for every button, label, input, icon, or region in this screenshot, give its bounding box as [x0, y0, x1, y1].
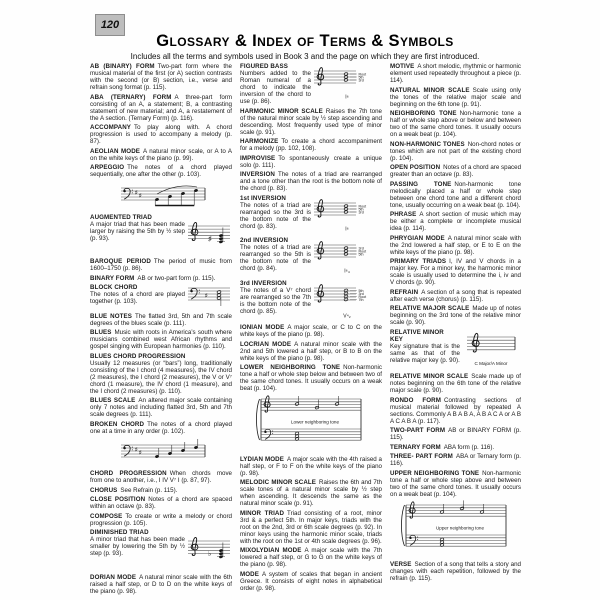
- glossary-term: RONDO FORM: [390, 396, 441, 404]
- svg-text:♯: ♯: [208, 235, 212, 243]
- glossary-term: LYDIAN MODE: [240, 455, 284, 463]
- glossary-entry: [90, 529, 232, 571]
- svg-text:♯: ♯: [139, 449, 142, 456]
- glossary-term: IONIAN MODE: [240, 324, 285, 331]
- glossary-definition: I, IV and V chords in a major key. For a minor key, the harmonic minor scale is usually used to determine the i, iv and V chords (p. 90).: [390, 258, 521, 286]
- svg-text:I⁶: I⁶: [345, 94, 349, 101]
- glossary-definition: Made up of notes beginning on the 3rd tone of the relative minor scale (p. 90).: [390, 305, 521, 326]
- svg-text:Root: Root: [358, 294, 367, 299]
- glossary-term: INVERSION: [240, 171, 275, 178]
- glossary-term: LOWER NEIGHBORING TONE: [240, 364, 341, 371]
- glossary-definition: Key signature that is the same as that of the relative major key (p. 90).: [390, 342, 460, 364]
- glossary-entry: [90, 275, 232, 282]
- glossary-definition: A section of a song that is repeated after each verse (chorus) (p. 115).: [390, 288, 521, 303]
- glossary-entry: [390, 235, 521, 256]
- glossary-entry: [390, 427, 521, 441]
- glossary-entry: [390, 373, 521, 394]
- glossary-entry: [90, 421, 232, 468]
- glossary-definition: A minor triad that has been made smaller by lowering the 5th by ½ step (p. 93).: [90, 536, 185, 557]
- glossary-entry: [90, 258, 232, 272]
- glossary-term: LOCRIAN MODE: [240, 340, 292, 348]
- svg-text:♯: ♯: [205, 293, 208, 299]
- glossary-definition: A major triad that has been made larger by raising the 5th by ½ step (p. 93).: [90, 220, 185, 242]
- lower-neighboring-tone-notation: [240, 393, 382, 453]
- glossary-definition: The notes of a V⁷ chord are rearranged so the 7th is the bottom note of the chord (p. 85).: [240, 286, 311, 315]
- glossary-term: AEOLIAN MODE: [90, 147, 141, 155]
- glossary-definition: ABA or Ternary form (p. 116).: [390, 453, 521, 467]
- glossary-definition: Notes of a chord are spaced within an octave (p. 83).: [90, 496, 233, 510]
- svg-text:♯: ♯: [135, 190, 138, 196]
- glossary-entry: [390, 110, 521, 138]
- glossary-definition: The notes of a chord played one at a time in any order (p. 102).: [90, 420, 232, 435]
- glossary-definition: To create or write a melody or chord progression (p. 105).: [90, 512, 232, 527]
- glossary-definition: Music with roots in America’s south where musicians combined west African rhythms and gospel singing with European harmonies (p. 110).: [90, 329, 232, 350]
- glossary-term: OPEN POSITION: [390, 164, 441, 171]
- glossary-term: MODE: [240, 570, 259, 578]
- svg-text:Lower neighboring tone: Lower neighboring tone: [290, 419, 340, 425]
- glossary-term: ABA (TERNARY) FORM: [90, 93, 172, 101]
- glossary-term: 3rd INVERSION: [240, 279, 287, 287]
- glossary-entry: [240, 456, 382, 477]
- glossary-term: AB (BINARY) FORM: [90, 63, 155, 70]
- glossary-term: BLUES: [90, 329, 112, 336]
- glossary-entry: [390, 258, 521, 286]
- glossary-column-1: [90, 63, 232, 597]
- glossary-entry: [240, 364, 382, 453]
- svg-text:♯: ♯: [139, 193, 142, 199]
- glossary-definition: A major scale with the 7th lowered a half step, or G to G on the white keys of the piano (p. 98).: [240, 547, 382, 568]
- block-chord-notation: [186, 284, 232, 310]
- glossary-term: BAROQUE PERIOD: [90, 258, 151, 265]
- glossary-term: 2nd INVERSION: [240, 237, 289, 244]
- glossary-entry: [90, 397, 232, 418]
- svg-text:3rd: 3rd: [358, 209, 364, 214]
- glossary-entry: [90, 353, 232, 395]
- glossary-term: BLOCK CHORD: [90, 284, 138, 291]
- glossary-entry: [240, 155, 382, 169]
- glossary-definition: The flatted 3rd, 5th and 7th scale degrees of the blues scale (p. 111).: [90, 312, 232, 327]
- glossary-definition: When chords move from one to another, i.e., I IV V⁷ I (p. 87, 97).: [90, 470, 232, 484]
- glossary-definition: ABA form (p. 116).: [443, 443, 495, 451]
- upper-neighboring-tone-notation: [390, 499, 521, 559]
- glossary-term: HARMONIZE: [240, 138, 279, 145]
- page-subtitle: Includes all the terms and symbols used in Book 3 and the page on which they are first introduced.: [130, 52, 480, 61]
- glossary-definition: To play along with. A chord progression is used to accompany a melody (p. 87).: [90, 124, 232, 145]
- glossary-term: DIMINISHED TRIAD: [90, 529, 149, 536]
- glossary-definition: Scale using only the tones of the relative major scale and beginning on the 6th tone (p. 91).: [390, 86, 522, 108]
- glossary-term: RELATIVE MAJOR SCALE: [390, 305, 470, 312]
- glossary-term: PHRYGIAN MODE: [390, 234, 445, 242]
- glossary-definition: To spontaneously create a unique solo (p. 111).: [240, 154, 382, 169]
- page-title: Glossary & Index of Terms & Symbols: [156, 32, 454, 50]
- glossary-entry: [390, 444, 521, 451]
- glossary-term: ARPEGGIO: [90, 164, 125, 171]
- glossary-entry: [90, 148, 232, 162]
- glossary-definition: The notes of a triad are rearranged so the 3rd is the bottom note of the chord (p. 83).: [240, 201, 311, 230]
- glossary-definition: Non-harmonic tone a half or whole step above and between two of the same chord tones. It usually occurs on a weak beat (p. 104).: [390, 469, 521, 498]
- diminished-triad-notation: [186, 529, 232, 571]
- glossary-term: PASSING TONE: [390, 180, 452, 188]
- glossary-entry: [240, 571, 382, 592]
- glossary-term: CHORUS: [90, 486, 118, 494]
- glossary-term: VERSE: [390, 561, 412, 568]
- glossary-definition: A major scale with the 4th raised a half step, or F to F on the white keys of the piano (p. 98).: [240, 455, 382, 477]
- glossary-entry: [390, 470, 521, 559]
- glossary-definition: Section of a song that tells a story and changes with each repetition, followed by the refrain (p. 115).: [390, 561, 521, 582]
- glossary-definition: Non-harmonic tone melodically placed a half or whole step between one chord tone and a different chord tone, usually occurring on a weak beat (p. 104).: [390, 180, 522, 209]
- svg-text:3rd: 3rd: [358, 78, 364, 83]
- glossary-entry: [390, 141, 521, 162]
- glossary-column-2: [240, 63, 382, 597]
- glossary-entry: [390, 181, 521, 209]
- glossary-definition: To create a chord accompaniment for a melody (pp. 102, 108).: [240, 138, 382, 152]
- glossary-definition: A three-part form consisting of an A, a statement; B, a contrasting statement of new material; and A, a restatement of the A section. (Ternary Form) (p. 116).: [90, 93, 232, 122]
- svg-text:I⁶₄: I⁶₄: [344, 268, 350, 275]
- glossary-entry: [240, 63, 382, 105]
- svg-text:Root: Root: [358, 72, 367, 77]
- glossary-definition: The notes of a triad are rearranged so the 5th is the bottom note of the chord (p. 84).: [240, 244, 311, 272]
- broken-chord-notation: [90, 436, 232, 468]
- glossary-term: AUGMENTED TRIAD: [90, 213, 152, 221]
- svg-text:♯: ♯: [135, 446, 138, 453]
- glossary-definition: Raises the 7th tone of the natural minor scale by ½ step ascending and descending. Most frequently used type of minor scale (p. 91).: [240, 107, 382, 136]
- glossary-entry: [390, 289, 521, 303]
- glossary-term: PHRASE: [390, 211, 417, 218]
- glossary-entry: [390, 305, 521, 326]
- glossary-term: BINARY FORM: [90, 274, 135, 282]
- glossary-term: CHORD PROGRESSION: [90, 470, 167, 477]
- svg-text:7th: 7th: [358, 297, 364, 302]
- glossary-definition: Two-part form where the musical material of the first (or A) section contrasts with the second (or B) section, i.e., verse and refrain song format (p. 115).: [90, 63, 232, 91]
- glossary-entry: [390, 164, 521, 178]
- glossary-definition: Numbers added to the Roman numeral of a chord to indicate the inversion of the chord to use (p. 86).: [240, 70, 311, 105]
- glossary-entry: [90, 329, 232, 350]
- glossary-entry: [390, 453, 521, 467]
- glossary-entry: [90, 94, 232, 122]
- glossary-term: RELATIVE MINOR SCALE: [390, 373, 469, 380]
- glossary-term: MELODIC MINOR SCALE: [240, 479, 316, 486]
- glossary-term: TWO-PART FORM: [390, 427, 446, 434]
- glossary-definition: A major scale, or C to C on the white keys of the piano (p. 98).: [240, 324, 382, 338]
- glossary-entry: [90, 164, 232, 211]
- relative-minor-key-notation: [461, 329, 521, 371]
- glossary-definition: The notes of a chord are played together (p. 103).: [90, 291, 185, 305]
- glossary-term: NEIGHBORING TONE: [390, 110, 457, 117]
- glossary-term: RELATIVE MINOR KEY: [390, 328, 444, 343]
- glossary-entry: [390, 329, 521, 371]
- arpeggio-notation: [90, 179, 232, 211]
- glossary-definition: Non-chord notes or tones which are not part of the existing chord (p. 104).: [390, 140, 521, 162]
- svg-text:3rd: 3rd: [358, 291, 364, 296]
- glossary-entry: [240, 171, 382, 192]
- glossary-definition: Non-harmonic tone a half or whole step below and between two of the same chord tones. It usually occurs on a weak beat (p. 104).: [240, 364, 382, 392]
- glossary-entry: [240, 479, 382, 507]
- glossary-entry: [240, 108, 382, 136]
- glossary-entry: [90, 284, 232, 310]
- glossary-entry: [90, 63, 232, 91]
- glossary-term: BROKEN CHORD: [90, 420, 145, 428]
- svg-text:Root: Root: [358, 203, 367, 208]
- svg-text:5th: 5th: [358, 206, 364, 211]
- glossary-definition: Triad consisting of a root, minor 3rd & a perfect 5th. In major keys, triads with the root on the 2nd, 3rd or 6th scale degrees (p. 92). In minor keys using the harmonic minor scale, triads with the root on the 1st or 4th scale degrees (p. 96).: [240, 509, 382, 545]
- svg-text:♭: ♭: [208, 551, 212, 558]
- svg-text:5th: 5th: [358, 75, 364, 80]
- glossary-term: UPPER NEIGHBORING TONE: [390, 469, 480, 477]
- glossary-term: COMPOSE: [90, 512, 123, 520]
- glossary-definition: Raises the 6th and 7th scale tones of a natural minor scale by ½ step when ascending. It descends the same as the natural minor scale (p. 91).: [240, 479, 382, 507]
- glossary-entry: [90, 124, 232, 145]
- glossary-entry: [90, 513, 232, 527]
- glossary-entry: [90, 496, 232, 510]
- glossary-term: NON-HARMONIC TONES: [390, 140, 465, 148]
- glossary-entry: [390, 211, 521, 232]
- glossary-entry: [240, 280, 382, 322]
- second-inversion-notation: [312, 237, 382, 277]
- glossary-term: 1st INVERSION: [240, 194, 286, 202]
- glossary-definition: A system of scales that began in ancient Greece. It consists of eight notes in alphabetical order (p. 98).: [240, 570, 382, 592]
- svg-text:C Major/A Minor: C Major/A Minor: [474, 360, 508, 366]
- glossary-definition: A natural minor scale with the 2nd lowered a half step, or E to E on the white keys of the piano (p. 98).: [390, 234, 522, 256]
- glossary-definition: Scale made up of notes beginning on the 6th tone of the relative major scale (p. 90).: [390, 373, 522, 394]
- glossary-entry: [90, 574, 232, 595]
- glossary-term: MOTIVE: [390, 63, 415, 70]
- glossary-entry: [240, 341, 382, 362]
- glossary-term: MINOR TRIAD: [240, 509, 285, 517]
- glossary-term: TERNARY FORM: [390, 443, 441, 451]
- glossary-entry: [90, 214, 232, 256]
- glossary-term: PRIMARY TRIADS: [390, 258, 447, 265]
- glossary-entry: [90, 470, 232, 484]
- page-number: 120: [100, 19, 120, 31]
- glossary-definition: AB or BINARY FORM (p. 115).: [390, 427, 521, 441]
- glossary-definition: A natural minor scale with the 6th raised a half step, or D to D on the white keys of the piano (p. 98).: [90, 573, 232, 595]
- glossary-definition: AB or two-part form (p. 115).: [137, 274, 216, 282]
- glossary-definition: The period of music from 1600–1750 (p. 86).: [90, 258, 232, 272]
- glossary-term: BLUES CHORD PROGRESSION: [90, 352, 186, 360]
- glossary-column-3: [390, 63, 521, 597]
- glossary-term: THREE- PART FORM: [390, 453, 453, 460]
- glossary-columns: [90, 63, 521, 597]
- glossary-term: NATURAL MINOR SCALE: [390, 86, 470, 94]
- first-inversion-notation: [312, 195, 382, 235]
- glossary-definition: Contrasting sections of musical material followed by repeated A sections. Commonly A B A B A, A B A C A or A B A C A B A (p. 117).: [390, 396, 521, 425]
- glossary-term: BLUES SCALE: [90, 397, 136, 404]
- glossary-term: BLUE NOTES: [90, 312, 132, 320]
- glossary-term: ACCOMPANY: [90, 124, 132, 131]
- glossary-definition: The notes of a triad are rearranged and a tone other than the root is the bottom note of the chord (p. 83).: [240, 171, 382, 192]
- glossary-entry: [240, 324, 382, 338]
- svg-text:V⁴₂: V⁴₂: [343, 313, 351, 319]
- glossary-entry: [240, 138, 382, 152]
- figured-bass-notation: [312, 63, 382, 103]
- glossary-entry: [390, 87, 521, 108]
- glossary-definition: A natural minor scale, or A to A on the white keys of the piano (p. 99).: [90, 147, 233, 162]
- glossary-entry: [240, 547, 382, 568]
- third-inversion-notation: [312, 280, 382, 322]
- glossary-term: HARMONIC MINOR SCALE: [240, 107, 323, 115]
- glossary-definition: A short melodic, rhythmic or harmonic element used repeatedly throughout a piece (p. 114).: [390, 63, 521, 84]
- glossary-definition: Notes of a chord are spaced greater than an octave (p. 83).: [390, 164, 522, 178]
- glossary-entry: [240, 510, 382, 545]
- glossary-definition: See Refrain (p. 115).: [120, 486, 178, 494]
- glossary-term: DORIAN MODE: [90, 573, 137, 581]
- glossary-definition: Non-harmonic tone a half or whole step above or below and between two of the same chord tones. It usually occurs on a weak beat (p. 104).: [390, 110, 522, 138]
- glossary-term: CLOSE POSITION: [90, 496, 146, 503]
- svg-text:5th: 5th: [358, 288, 364, 293]
- glossary-entry: [90, 313, 232, 327]
- glossary-entry: [240, 195, 382, 235]
- glossary-entry: [390, 63, 521, 84]
- glossary-definition: The notes of a chord played sequentially, one after the other (p. 103).: [90, 164, 232, 178]
- glossary-term: REFRAIN: [390, 288, 419, 296]
- svg-text:Upper neighboring tone: Upper neighboring tone: [435, 525, 484, 530]
- glossary-definition: An altered major scale containing only 7 notes and including flatted 3rd, 5th and 7th scale degrees (p. 111).: [90, 397, 232, 418]
- svg-text:5th: 5th: [358, 252, 364, 257]
- glossary-entry: [390, 561, 521, 582]
- svg-text:3rd: 3rd: [358, 246, 364, 251]
- svg-text:Root: Root: [358, 249, 367, 254]
- glossary-term: IMPROVISE: [240, 154, 276, 162]
- glossary-term: FIGURED BASS: [240, 63, 288, 70]
- glossary-entry: [390, 397, 521, 425]
- augmented-triad-notation: [186, 214, 232, 256]
- glossary-definition: A short section of music which may be either a complete or incomplete musical idea (p. 114).: [390, 211, 521, 232]
- glossary-definition: Usually 12 measures (or “bars”) long, traditionally consisting of the I chord (4 measures), the IV chord (2 measures), the I chord (2 measures), the V or V⁷ chord (1 measure), the IV chord (1 measure), and the I chord (2 measures) (p. 110).: [90, 359, 232, 395]
- glossary-definition: A natural minor scale with the 2nd and 5th lowered a half step, or B to B on the white keys of the piano (p. 98).: [240, 340, 382, 362]
- svg-text:I⁶: I⁶: [345, 226, 349, 232]
- glossary-term: MIXOLYDIAN MODE: [240, 547, 302, 554]
- glossary-entry: [240, 237, 382, 277]
- glossary-entry: [90, 487, 232, 494]
